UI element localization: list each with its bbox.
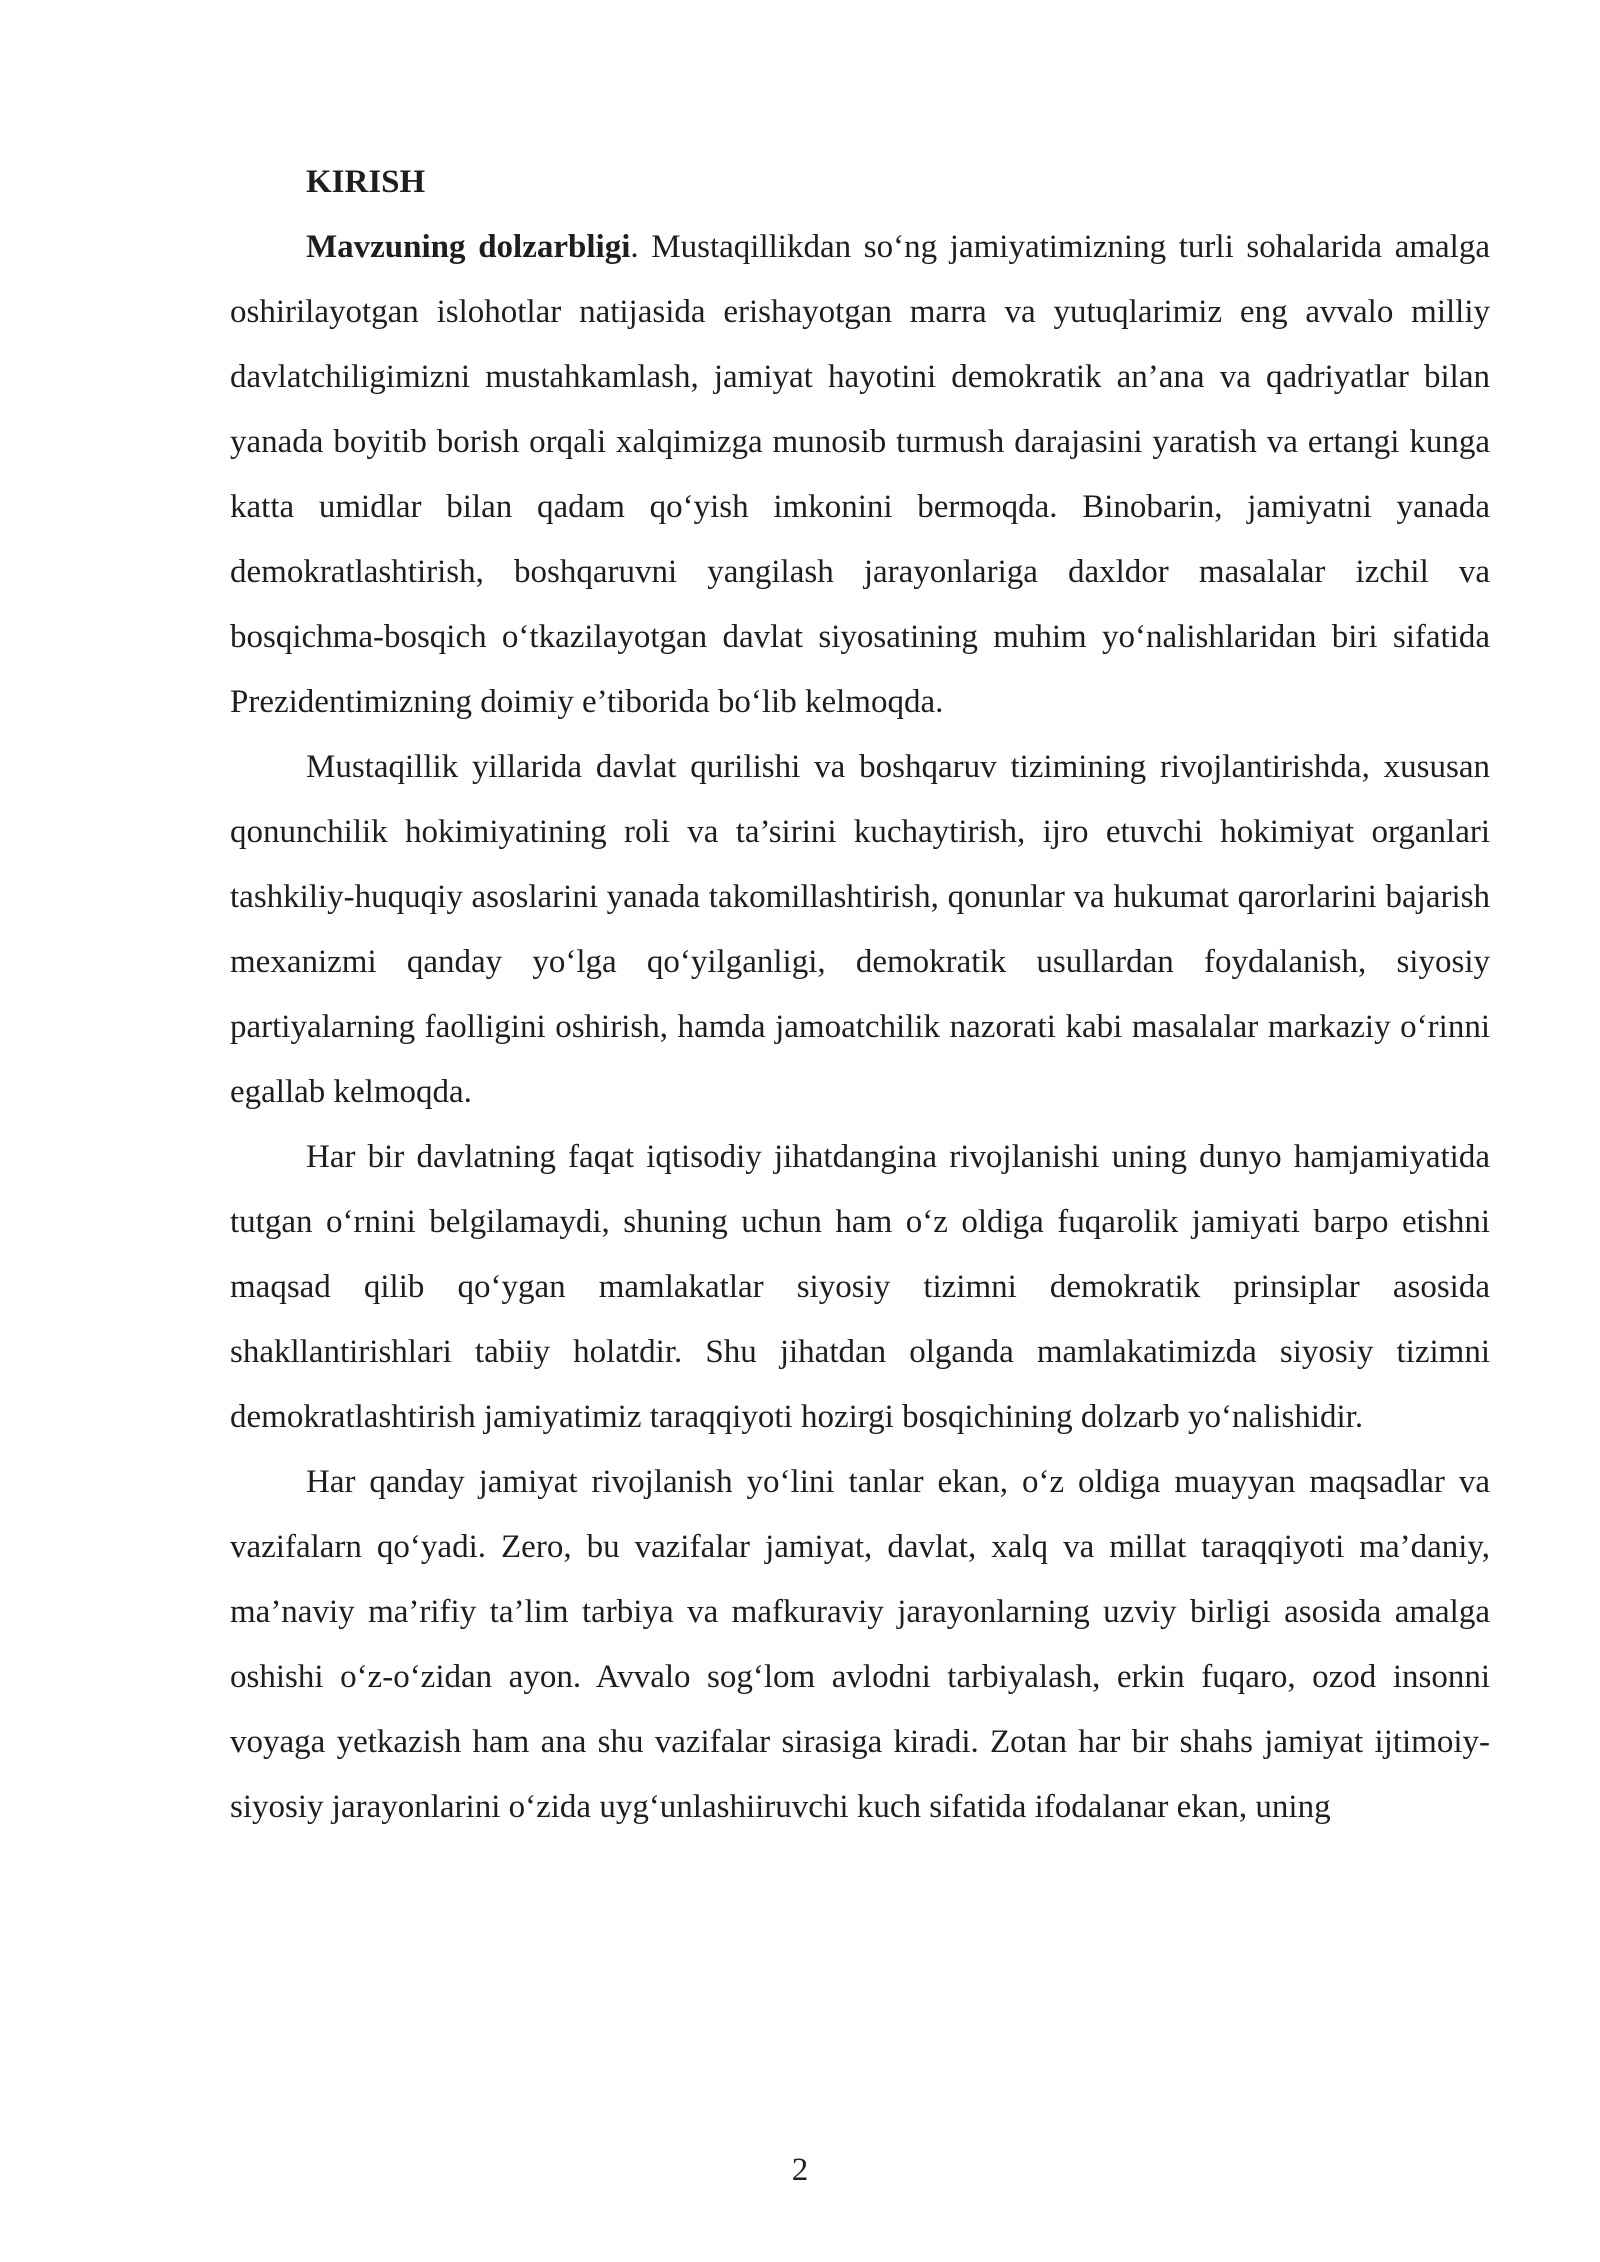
relevance-lead: Mavzuning dolzarbligi: [306, 229, 631, 265]
paragraph-relevance: [230, 215, 1490, 735]
paragraph: Har bir davlatning faqat iqtisodiy jihatdangina rivojlanishi uning dunyo hamjamiyatida tutgan o‘rnini belgilamaydi, shuning uchun ham o‘z oldiga fuqarolik jamiyati barpo etishni maqsad qilib qo‘ygan mamlakatlar siyosiy tizimni demokratik prinsiplar asosida shakllantirishlari tabiiy holatdir. Shu jihatdan olganda mamlakatimizda siyosiy tizimni demokratlashtirish jamiyatimiz taraqqiyoti hozirgi bosqichining dolzarb yo‘nalishidir.: [230, 1139, 1490, 1435]
paragraph-text: . Mustaqillikdan so‘ng jamiyatimizning turli sohalarida amalga oshirilayotgan islohotlar natijasida erishayotgan marra va yutuqlarimiz eng avvalo milliy davlatchiligimizni mustahkamlash, jamiyat hayotini demokratik an’ana va qadriyatlar bilan yanada boyitib borish orqali xalqimizga munosib turmush darajasini yaratish va ertangi kunga katta umidlar bilan qadam qo‘yish imkonini bermoqda. Binobarin, jamiyatni yanada demokratlashtirish, boshqaruvni yangilash jarayonlariga daxldor masalalar izchil va bosqichma-bosqich o‘tkazilayotgan davlat siyosatining muhim yo‘nalishlaridan biri sifatida Prezidentimizning doimiy e’tiborida bo‘lib kelmoqda.: [230, 229, 1490, 720]
paragraph: Har qanday jamiyat rivojlanish yo‘lini tanlar ekan, o‘z oldiga muayyan maqsadlar va vazifalarn qo‘yadi. Zero, bu vazifalar jamiyat, davlat, xalq va millat taraqqiyoti ma’daniy, ma’naviy ma’rifiy ta’lim tarbiya va mafkuraviy jarayonlarning uzviy birligi asosida amalga oshishi o‘z-o‘zidan ayon. Avvalo sog‘lom avlodni tarbiyalash, erkin fuqaro, ozod insonni voyaga yetkazish ham ana shu vazifalar sirasiga kiradi. Zotan har bir shahs jamiyat ijtimoiy-siyosiy jarayonlarini o‘zida uyg‘unlashiiruvchi kuch sifatida ifodalanar ekan, uning: [230, 1464, 1490, 1825]
section-heading: KIRISH: [306, 164, 426, 200]
paragraph: Mustaqillik yillarida davlat qurilishi va boshqaruv tizimining rivojlantirishda, xususan qonunchilik hokimiyatining roli va ta’sirini kuchaytirish, ijro etuvchi hokimiyat organlari tashkiliy-huquqiy asoslarini yanada takomillashtirish, qonunlar va hukumat qarorlarini bajarish mexanizmi qanday yo‘lga qo‘yilganligi, demokratik usullardan foydalanish, siyosiy partiyalarning faolligini oshirish, hamda jamoatchilik nazorati kabi masalalar markaziy o‘rinni egallab kelmoqda.: [230, 749, 1490, 1110]
document-body: [230, 150, 1490, 1840]
page-number: 2: [791, 2152, 809, 2188]
